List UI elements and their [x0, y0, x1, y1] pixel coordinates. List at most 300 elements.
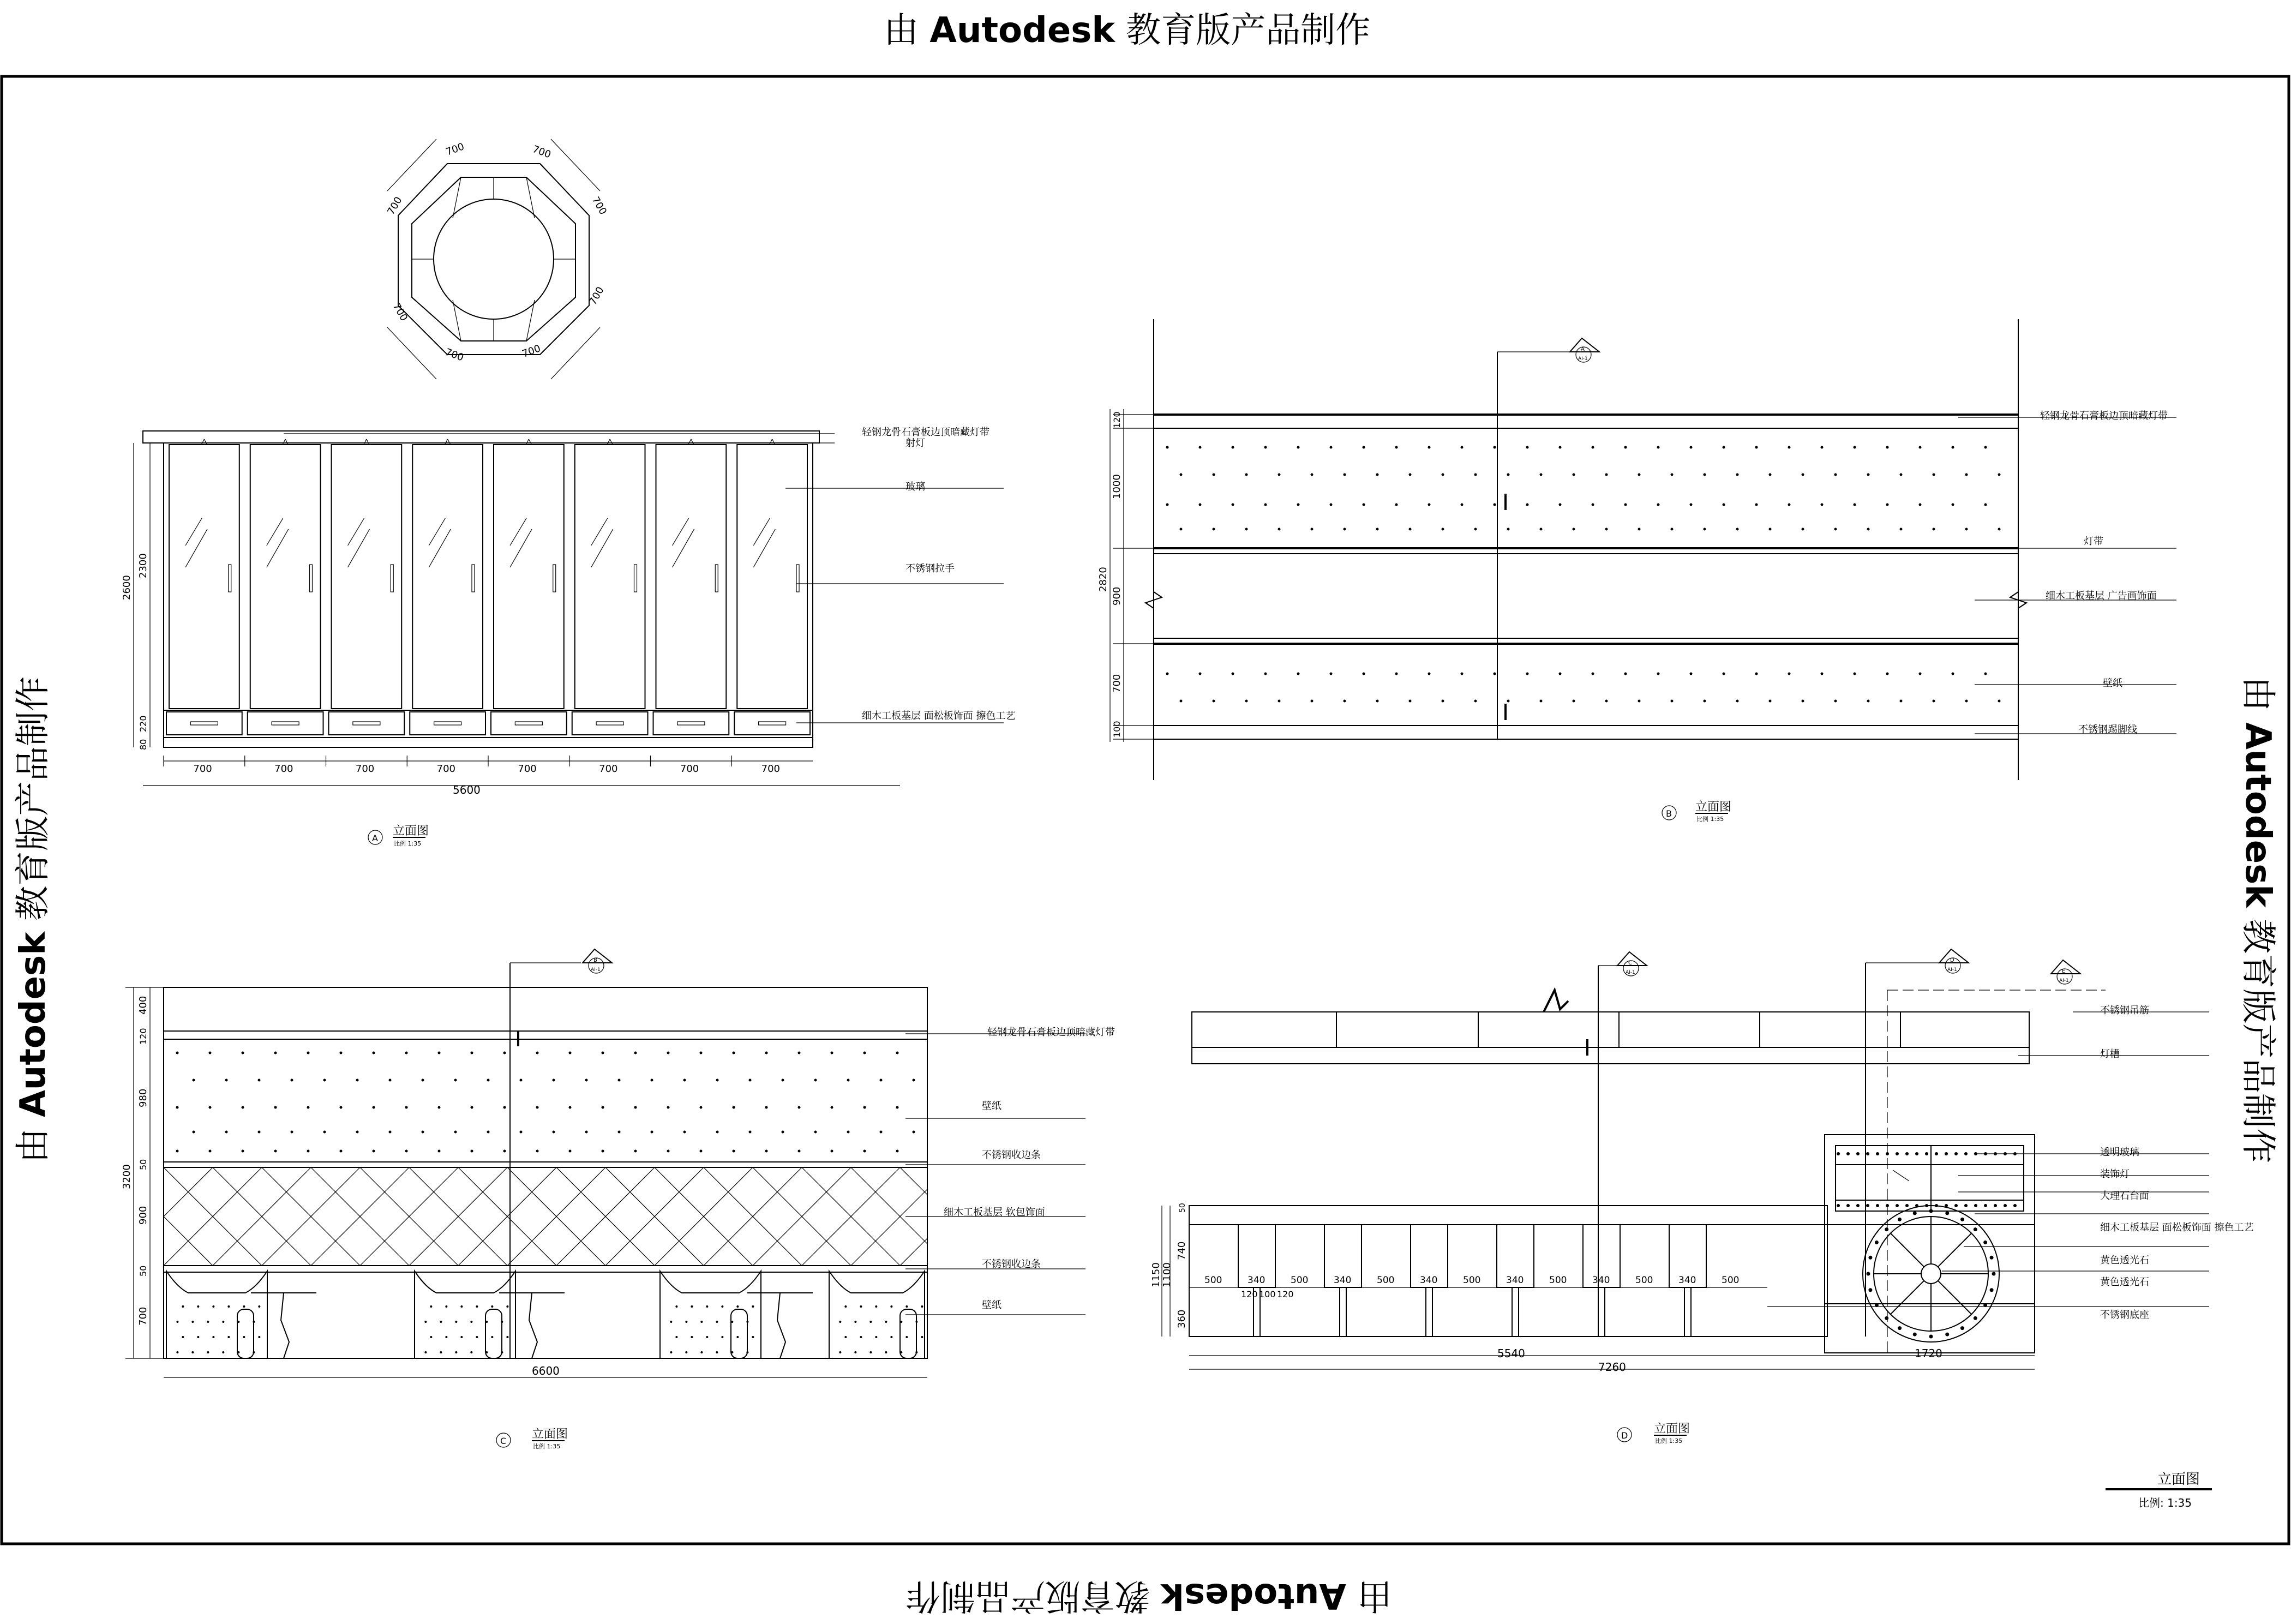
wallpaper-dot — [1769, 528, 1772, 531]
elev-d-dim-360: 360 — [1176, 1309, 1188, 1328]
wallpaper-dot — [1886, 504, 1889, 506]
wallpaper-dot — [1605, 474, 1608, 476]
wallpaper-dot — [814, 1131, 817, 1134]
glass-door-panel — [737, 445, 807, 709]
wallpaper-dot — [536, 1150, 539, 1153]
svg-text:AI-1: AI-1 — [1626, 970, 1635, 975]
drawer-pull — [434, 722, 461, 725]
svg-text:AI-1: AI-1 — [591, 967, 601, 973]
wallpaper-dot — [863, 1150, 866, 1153]
sofa-dot — [197, 1336, 199, 1338]
wallpaper-dot — [356, 1131, 359, 1134]
elev-a-ceiling — [143, 431, 819, 443]
wallpaper-dot — [503, 1106, 506, 1109]
base-drawer — [572, 712, 648, 735]
elev-c-dim-900: 900 — [137, 1206, 149, 1225]
svg-text:AI-1: AI-1 — [1947, 967, 1957, 973]
wallpaper-dot — [1671, 700, 1674, 703]
elev-a-label-5: 细木工板基层 面松板饰面 擦色工艺 — [862, 710, 1016, 722]
elev-d-hdim: 500 — [1377, 1275, 1395, 1286]
wallpaper-dot — [863, 1052, 866, 1054]
elev-d-hdim: 500 — [1635, 1275, 1653, 1286]
sofa-dot — [191, 1321, 194, 1323]
elev-a-hdim: 700 — [599, 763, 618, 775]
elev-a-hdim: 700 — [518, 763, 537, 775]
wallpaper-dot — [1330, 504, 1333, 506]
display-light — [1846, 1204, 1850, 1207]
wallpaper-dot — [1998, 528, 2001, 531]
elev-a-hdim: 700 — [436, 763, 455, 775]
wallpaper-dot — [1755, 446, 1758, 449]
elev-d-glass — [1836, 1146, 2024, 1211]
elev-b-dim-2820: 2820 — [1097, 567, 1109, 592]
wallpaper-dot — [1624, 673, 1627, 675]
sofa-dot — [716, 1321, 718, 1323]
wheel-light — [1913, 1211, 1917, 1215]
wallpaper-dot — [1474, 474, 1477, 476]
sofa-dot — [506, 1305, 508, 1308]
elev-d-hdim: 500 — [1291, 1275, 1309, 1286]
sofa-dot — [491, 1336, 493, 1338]
sofa — [415, 1271, 515, 1358]
wallpaper-dot — [716, 1131, 719, 1134]
sofa-dot — [445, 1336, 447, 1338]
wallpaper-dot — [1573, 474, 1575, 476]
display-light — [1964, 1204, 1968, 1207]
elev-b-dim-1000: 1000 — [1111, 474, 1123, 499]
display-light — [1896, 1204, 1899, 1207]
wallpaper-dot — [1984, 673, 1987, 675]
wallpaper-dot — [1854, 446, 1856, 449]
sofa-arm — [485, 1309, 502, 1358]
wallpaper-dot — [1297, 446, 1300, 449]
wallpaper-dot — [1998, 474, 2001, 476]
display-light — [1866, 1204, 1869, 1207]
wallpaper-dot — [634, 1106, 637, 1109]
wallpaper-dot — [1180, 700, 1183, 703]
table-leg — [529, 1293, 537, 1358]
sofa-dot — [691, 1336, 693, 1338]
wallpaper-dot — [847, 1131, 850, 1134]
elev-c-total-dim: 6600 — [532, 1364, 560, 1377]
sofa-dot — [182, 1336, 184, 1338]
elev-c-dim-400: 400 — [137, 996, 149, 1015]
wallpaper-dot — [536, 1052, 539, 1054]
wheel-light — [1885, 1316, 1888, 1320]
table-leg — [777, 1293, 785, 1358]
wallpaper-dot — [1245, 700, 1248, 703]
wallpaper-dot — [1311, 700, 1314, 703]
wallpaper-dot — [1245, 528, 1248, 531]
elev-b-scale: 比例 1:35 — [1696, 816, 1724, 823]
wallpaper-dot — [307, 1150, 310, 1153]
oct-dim-8: 700 — [385, 195, 405, 217]
wallpaper-dot — [1919, 504, 1922, 506]
display-light — [1935, 1204, 1938, 1207]
wallpaper-dot — [1344, 700, 1346, 703]
glass-door-panel — [250, 445, 321, 709]
wallpaper-dot — [1526, 446, 1529, 449]
wallpaper-dot — [1330, 673, 1333, 675]
elev-d-dim-1720: 1720 — [1915, 1347, 1942, 1360]
sofa-arm — [731, 1309, 747, 1358]
elev-d-wheel-hub — [1921, 1264, 1941, 1284]
drawer-pull — [353, 722, 380, 725]
wallpaper-dot — [307, 1052, 310, 1054]
wallpaper-dot — [373, 1106, 375, 1109]
octagon-circle — [434, 199, 554, 319]
wallpaper-dot — [1821, 446, 1824, 449]
elev-a-label-1: 轻钢龙骨石膏板边顶暗藏灯带 — [862, 427, 989, 438]
display-light — [1945, 1152, 1948, 1155]
wallpaper-dot — [471, 1106, 473, 1109]
wallpaper-dot — [634, 1150, 637, 1153]
sofa-dot — [424, 1351, 427, 1353]
sofa-dot — [721, 1336, 723, 1338]
sofa-dot — [212, 1305, 214, 1308]
elev-a-total-dim: 5600 — [453, 783, 481, 796]
svg-text:A: A — [1581, 346, 1585, 352]
sofa-dot — [675, 1305, 677, 1308]
elev-d-small-dim-2: 100 — [1259, 1289, 1276, 1299]
wallpaper-dot — [700, 1106, 703, 1109]
wallpaper-dot — [1278, 528, 1281, 531]
wallpaper-dot — [520, 1079, 523, 1082]
wallpaper-dot — [1592, 504, 1594, 506]
wallpaper-dot — [405, 1106, 408, 1109]
elev-a-label-3: 玻璃 — [905, 481, 925, 493]
sheet-title: 立面图 — [2157, 1471, 2200, 1488]
sofa-dot — [440, 1321, 442, 1323]
elev-c-scale: 比例 1:35 — [533, 1443, 561, 1450]
sofa-dot — [869, 1351, 872, 1353]
sofa-dot — [476, 1336, 478, 1338]
wallpaper-dot — [1232, 504, 1234, 506]
wallpaper-dot — [405, 1052, 408, 1054]
wheel-light — [1898, 1218, 1902, 1221]
wallpaper-dot — [1704, 528, 1706, 531]
elev-d-label-5: 大理石台面 — [2100, 1190, 2149, 1202]
wallpaper-dot — [1442, 528, 1444, 531]
drawer-pull — [272, 722, 299, 725]
elev-a-hdim: 700 — [680, 763, 699, 775]
display-light — [1905, 1204, 1909, 1207]
oct-dim-1: 700 — [444, 141, 466, 158]
wheel-light — [1974, 1227, 1977, 1231]
sofa-dot — [243, 1336, 245, 1338]
wallpaper-dot — [1821, 673, 1824, 675]
elev-b-dim-900: 900 — [1111, 586, 1123, 606]
wallpaper-dot — [1690, 673, 1693, 675]
wallpaper-dot — [683, 1079, 686, 1082]
wallpaper-dot — [1834, 700, 1837, 703]
wallpaper-dot — [340, 1150, 343, 1153]
sofa-dot — [716, 1351, 718, 1353]
wallpaper-dot — [1409, 474, 1412, 476]
wallpaper-dot — [1671, 474, 1674, 476]
wallpaper-dot — [225, 1079, 228, 1082]
wallpaper-dot — [602, 1150, 604, 1153]
sofa-dot — [207, 1351, 209, 1353]
wallpaper-dot — [274, 1106, 277, 1109]
wallpaper-dot — [438, 1106, 441, 1109]
elev-d-title: 立面图 — [1654, 1422, 1690, 1436]
drawer-pull — [677, 722, 705, 725]
wallpaper-dot — [323, 1079, 326, 1082]
sofa-dot — [424, 1321, 427, 1323]
wallpaper-dot — [1395, 446, 1398, 449]
door-handle — [634, 565, 637, 592]
sofa-dot — [736, 1336, 739, 1338]
wallpaper-dot — [880, 1079, 883, 1082]
sofa-dot — [875, 1305, 877, 1308]
elev-d-small-dim-1: 120 — [1241, 1289, 1258, 1299]
wallpaper-dot — [438, 1052, 441, 1054]
wallpaper-dot — [1264, 504, 1267, 506]
elev-d-dim-5540: 5540 — [1497, 1347, 1525, 1360]
elev-c-marker: C — [500, 1436, 507, 1446]
wallpaper-dot — [1180, 528, 1183, 531]
elev-c-dim-980: 980 — [137, 1088, 149, 1107]
elev-a-hdim: 700 — [193, 763, 212, 775]
wallpaper-dot — [1232, 673, 1234, 675]
elev-a-title: 立面图 — [393, 824, 429, 838]
wallpaper-dot — [1657, 673, 1660, 675]
watermark-top: 由 Autodesk 教育版产品制作 — [884, 10, 1371, 51]
sofa-dot — [921, 1305, 923, 1308]
door-handle — [310, 565, 313, 592]
sofa-dot — [207, 1321, 209, 1323]
display-light — [1896, 1152, 1899, 1155]
wallpaper-dot — [1769, 700, 1772, 703]
sofa-dot — [470, 1351, 472, 1353]
wallpaper-dot — [340, 1106, 343, 1109]
watermark-right: 由 Autodesk 教育版产品制作 — [2238, 676, 2278, 1164]
wallpaper-dot — [503, 1052, 506, 1054]
wallpaper-dot — [1802, 474, 1804, 476]
display-light — [1846, 1152, 1850, 1155]
elev-d-hdim: 340 — [1248, 1275, 1266, 1286]
elev-b-section-mark — [1570, 338, 1599, 362]
wallpaper-dot — [242, 1150, 244, 1153]
svg-text:AI-1: AI-1 — [1578, 356, 1588, 362]
wallpaper-dot — [1461, 673, 1464, 675]
display-light — [1964, 1152, 1968, 1155]
wallpaper-dot — [487, 1079, 490, 1082]
wheel-light — [1868, 1256, 1872, 1260]
wallpaper-dot — [880, 1131, 883, 1134]
wallpaper-dot — [1736, 700, 1739, 703]
wallpaper-dot — [258, 1079, 261, 1082]
wallpaper-dot — [1723, 673, 1725, 675]
sofa-dot — [844, 1336, 847, 1338]
elev-c-section-mark — [583, 949, 612, 973]
wallpaper-dot — [1900, 528, 1903, 531]
sofa-dot — [736, 1305, 739, 1308]
sofa — [166, 1271, 267, 1358]
wallpaper-dot — [1704, 700, 1706, 703]
wallpaper-dot — [1264, 673, 1267, 675]
elev-d-section-mark-3 — [2051, 960, 2080, 984]
wallpaper-dot — [1494, 673, 1496, 675]
sofa-dot — [176, 1321, 178, 1323]
wallpaper-dot — [1900, 474, 1903, 476]
elev-d-label-2: 灯槽 — [2100, 1048, 2120, 1060]
wallpaper-dot — [1232, 446, 1234, 449]
wallpaper-dot — [814, 1079, 817, 1082]
wallpaper-dot — [1474, 528, 1477, 531]
wallpaper-dot — [847, 1079, 850, 1082]
sofa-dot — [905, 1305, 908, 1308]
sofa-dot — [440, 1351, 442, 1353]
wallpaper-dot — [1559, 673, 1562, 675]
sofa-dot — [176, 1351, 178, 1353]
wallpaper-dot — [1428, 673, 1431, 675]
glass-door-panel — [412, 445, 483, 709]
wallpaper-dot — [1723, 504, 1725, 506]
wallpaper-dot — [1363, 504, 1365, 506]
wallpaper-dot — [1657, 446, 1660, 449]
wallpaper-dot — [1344, 474, 1346, 476]
wallpaper-dot — [193, 1079, 195, 1082]
wallpaper-dot — [1671, 528, 1674, 531]
elev-d-label-9: 不锈钢底座 — [2100, 1309, 2149, 1321]
elev-d-dim-50: 50 — [1178, 1203, 1187, 1213]
wallpaper-dot — [1278, 474, 1281, 476]
wallpaper-dot — [1540, 700, 1543, 703]
wallpaper-dot — [585, 1079, 588, 1082]
elev-b-label-2: 灯带 — [2084, 536, 2103, 547]
wallpaper-dot — [1199, 504, 1202, 506]
svg-text:E: E — [2062, 968, 2066, 974]
wallpaper-dot — [471, 1052, 473, 1054]
elev-c-label-3: 不锈钢收边条 — [982, 1149, 1041, 1161]
wheel-light — [1867, 1272, 1870, 1276]
wallpaper-dot — [1428, 446, 1431, 449]
wallpaper-dot — [1690, 504, 1693, 506]
sofa-dot — [875, 1336, 877, 1338]
wallpaper-dot — [1984, 446, 1987, 449]
elev-c-dim-700: 700 — [137, 1307, 149, 1326]
wallpaper-dot — [1344, 528, 1346, 531]
wallpaper-dot — [1965, 528, 1968, 531]
wallpaper-dot — [913, 1079, 915, 1082]
elev-a-base — [164, 710, 813, 738]
elev-d-label-8: 黄色透光石 — [2100, 1277, 2149, 1288]
wallpaper-dot — [1428, 504, 1431, 506]
sofa-dot — [839, 1351, 841, 1353]
wallpaper-dot — [1886, 673, 1889, 675]
wallpaper-dot — [389, 1079, 392, 1082]
sofa-dot — [854, 1351, 856, 1353]
sofa-dot — [227, 1305, 230, 1308]
sofa-dot — [455, 1351, 457, 1353]
sofa-dot — [227, 1336, 230, 1338]
wallpaper-dot — [1376, 528, 1379, 531]
wallpaper-dot — [1657, 504, 1660, 506]
wheel-light — [1960, 1218, 1964, 1221]
wallpaper-dot — [536, 1106, 539, 1109]
sofa-dot — [212, 1336, 214, 1338]
sofa-dot — [675, 1336, 677, 1338]
table-leg — [281, 1293, 289, 1358]
sofa-dot — [506, 1336, 508, 1338]
wallpaper-dot — [1213, 528, 1215, 531]
wallpaper-dot — [1180, 474, 1183, 476]
elev-a-dim-80: 80 — [138, 739, 148, 750]
sofa-dot — [430, 1305, 432, 1308]
glass-door-panel — [332, 445, 402, 709]
door-handle — [715, 565, 718, 592]
sofa-dot — [860, 1305, 862, 1308]
wallpaper-dot — [602, 1052, 604, 1054]
elev-d-small-dim-3: 120 — [1277, 1289, 1294, 1299]
wallpaper-dot — [1736, 474, 1739, 476]
sofa-arm — [900, 1309, 916, 1358]
wallpaper-dot — [667, 1106, 670, 1109]
elev-c-title: 立面图 — [532, 1428, 568, 1441]
elev-d-marker: D — [1621, 1430, 1628, 1441]
wallpaper-dot — [1442, 700, 1444, 703]
drawer-pull — [515, 722, 542, 725]
wheel-light — [1913, 1333, 1917, 1337]
display-light — [1974, 1204, 1977, 1207]
oct-dim-7: 700 — [390, 301, 410, 323]
wallpaper-dot — [765, 1052, 768, 1054]
svg-text:C: C — [1628, 960, 1632, 966]
wheel-light — [1945, 1211, 1949, 1215]
wallpaper-dot — [798, 1150, 801, 1153]
svg-text:AI-1: AI-1 — [2059, 978, 2069, 984]
sofa-dot — [700, 1321, 703, 1323]
elev-d-hdim: 500 — [1549, 1275, 1567, 1286]
wallpaper-dot — [1409, 700, 1412, 703]
wallpaper-dot — [1311, 474, 1314, 476]
wheel-spoke — [1938, 1281, 1972, 1315]
wallpaper-dot — [1965, 474, 1968, 476]
elev-d-hdim: 340 — [1678, 1275, 1696, 1286]
display-light — [1866, 1152, 1869, 1155]
sofa-dot — [869, 1321, 872, 1323]
sofa-dot — [476, 1305, 478, 1308]
wallpaper-dot — [1278, 700, 1281, 703]
wallpaper-dot — [176, 1052, 179, 1054]
sofa-dot — [721, 1305, 723, 1308]
wallpaper-dot — [1605, 528, 1608, 531]
wallpaper-dot — [716, 1079, 719, 1082]
display-light — [1886, 1152, 1889, 1155]
svg-text:D: D — [1950, 957, 1954, 963]
elev-d-ceiling-lower — [1192, 1047, 2029, 1064]
elev-a-hdim: 700 — [355, 763, 375, 775]
wallpaper-dot — [1624, 504, 1627, 506]
wheel-light — [1929, 1335, 1933, 1339]
wallpaper-dot — [209, 1106, 212, 1109]
elev-b-marker: B — [1666, 808, 1672, 819]
display-light — [1954, 1152, 1958, 1155]
elev-c-dim-120: 120 — [138, 1028, 148, 1045]
oct-dim-3: 700 — [589, 195, 609, 217]
display-light — [1945, 1204, 1948, 1207]
display-light — [1837, 1204, 1840, 1207]
wallpaper-dot — [340, 1052, 343, 1054]
drawer-pull — [759, 722, 786, 725]
wallpaper-dot — [1311, 528, 1314, 531]
sofa-dot — [670, 1321, 672, 1323]
elev-d-label-4: 装饰灯 — [2100, 1168, 2130, 1180]
wallpaper-dot — [831, 1150, 833, 1153]
sofa-arm — [237, 1309, 254, 1358]
